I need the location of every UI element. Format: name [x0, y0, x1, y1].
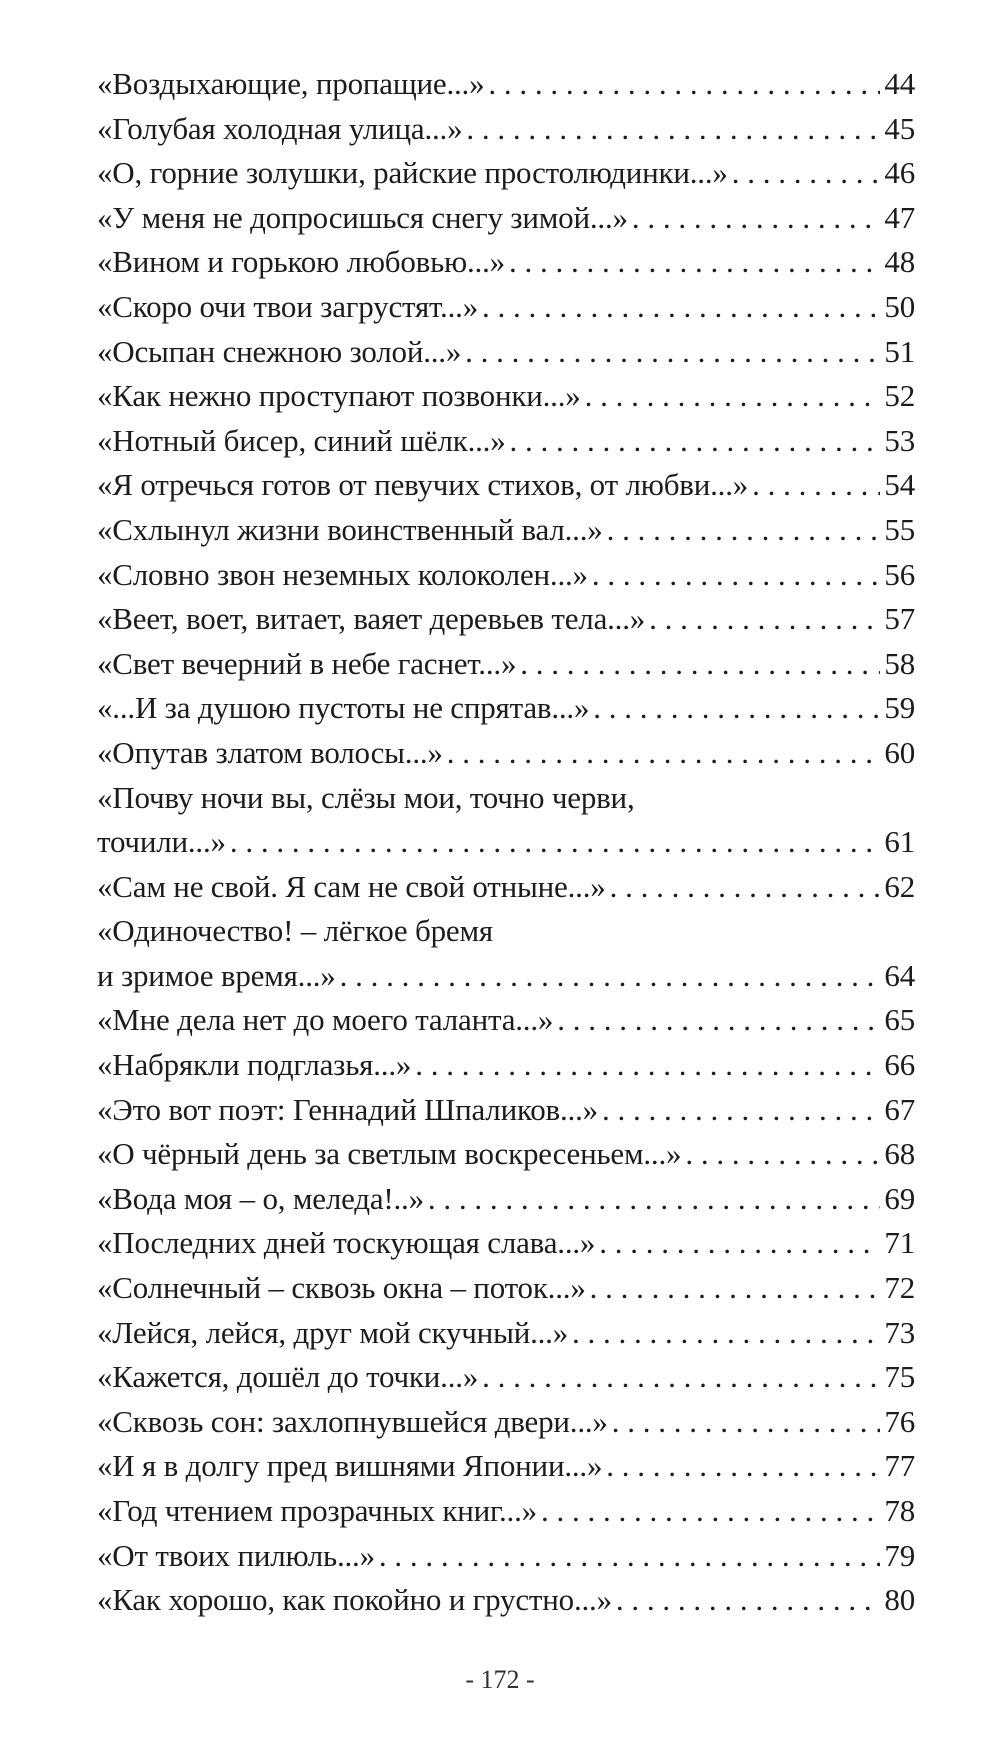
toc-entry-page: 65 — [884, 1002, 915, 1038]
toc-entry — [97, 196, 915, 241]
toc-entry — [97, 865, 915, 910]
toc-entry-title: «Свет вечерний в небе гаснет...» — [97, 645, 517, 681]
toc-entry — [97, 330, 915, 375]
dot-leader — [602, 1088, 880, 1133]
dot-leader — [632, 196, 881, 241]
toc-entry — [97, 508, 915, 553]
table-of-contents — [97, 62, 915, 1623]
toc-entry-page: 46 — [884, 155, 915, 191]
dot-leader — [590, 1266, 881, 1311]
dot-leader — [585, 374, 881, 419]
toc-entry-page: 54 — [884, 467, 915, 503]
toc-entry — [97, 909, 915, 998]
dot-leader — [520, 642, 880, 687]
toc-entry-page: 73 — [884, 1314, 915, 1350]
toc-entry-page: 61 — [884, 824, 915, 860]
toc-entry-title: «Солнечный – сквозь окна – поток...» — [97, 1270, 586, 1306]
toc-entry — [97, 1489, 915, 1534]
toc-entry-title: «Нотный бисер, синий шёлк...» — [97, 422, 506, 458]
toc-entry — [97, 62, 915, 107]
toc-entry — [97, 686, 915, 731]
dot-leader — [685, 1132, 880, 1177]
toc-entry-first-line: «Почву ночи вы, слёзы мои, точно черви, — [97, 779, 635, 815]
toc-entry — [97, 240, 915, 285]
toc-entry — [97, 1221, 915, 1266]
toc-entry-title: «Последних дней тоскующая слава...» — [97, 1225, 596, 1261]
dot-leader — [593, 686, 880, 731]
toc-entry-title: «Я отречься готов от певучих стихов, от любви...» — [97, 467, 749, 503]
toc-entry — [97, 1266, 915, 1311]
toc-entry-page: 44 — [884, 66, 915, 101]
dot-leader — [592, 553, 881, 598]
toc-entry-title: «Схлынул жизни воинственный вал...» — [97, 511, 603, 547]
toc-entry — [97, 1088, 915, 1133]
toc-entry — [97, 1534, 915, 1579]
toc-entry-title: и зримое время...» — [97, 957, 336, 993]
toc-entry-page: 58 — [884, 645, 915, 681]
toc-entry — [97, 1355, 915, 1400]
toc-entry-title: «О чёрный день за светлым воскресеньем...» — [97, 1136, 682, 1172]
dot-leader — [616, 1578, 881, 1623]
toc-entry-page: 68 — [884, 1136, 915, 1172]
toc-entry-title: «Мне дела нет до моего таланта...» — [97, 1002, 554, 1038]
toc-entry-page: 67 — [884, 1091, 915, 1127]
dot-leader — [465, 330, 880, 375]
toc-entry — [97, 151, 915, 196]
dot-leader — [488, 62, 880, 107]
toc-entry — [97, 1311, 915, 1356]
dot-leader — [607, 508, 881, 553]
toc-entry-page: 62 — [884, 868, 915, 904]
toc-entry-title: «Словно звон неземных колоколен...» — [97, 556, 588, 592]
toc-entry-title: «Это вот поэт: Геннадий Шпаликов...» — [97, 1091, 598, 1127]
toc-entry-page: 48 — [884, 244, 915, 280]
toc-entry — [97, 731, 915, 776]
toc-entry — [97, 553, 915, 598]
dot-leader — [510, 419, 881, 464]
dot-leader — [428, 1177, 880, 1222]
toc-entry — [97, 1043, 915, 1088]
dot-leader — [612, 1400, 881, 1445]
toc-entry-title: «Как нежно проступают позвонки...» — [97, 378, 581, 414]
toc-entry-page: 51 — [884, 333, 915, 369]
toc-entry — [97, 642, 915, 687]
dot-leader — [379, 1534, 880, 1579]
toc-entry-page: 79 — [884, 1537, 915, 1573]
toc-entry — [97, 1444, 915, 1489]
toc-entry-page: 71 — [884, 1225, 915, 1261]
dot-leader — [230, 820, 881, 865]
toc-entry-page: 80 — [884, 1582, 915, 1618]
toc-entry-page: 72 — [884, 1270, 915, 1306]
toc-entry-page: 75 — [884, 1359, 915, 1395]
toc-entry — [97, 1578, 915, 1623]
dot-leader — [340, 954, 881, 999]
toc-entry-page: 56 — [884, 556, 915, 592]
toc-entry-title: «Опутав златом волосы...» — [97, 734, 443, 770]
toc-entry-page: 57 — [884, 601, 915, 637]
toc-entry-first-line: «Одиночество! – лёгкое бремя — [97, 913, 493, 949]
toc-entry-page: 60 — [884, 734, 915, 770]
toc-entry — [97, 285, 915, 330]
toc-entry-title: «Осыпан снежною золой...» — [97, 333, 462, 369]
toc-entry-title: «Набрякли подглазья...» — [97, 1047, 412, 1083]
toc-entry-title: «От твоих пилюль...» — [97, 1537, 375, 1573]
dot-leader — [541, 1489, 880, 1534]
dot-leader — [415, 1043, 880, 1088]
toc-entry-page: 47 — [884, 199, 915, 235]
toc-entry-title: «О, горние золушки, райские простолюдинки...» — [97, 155, 728, 191]
toc-entry-title: «Сквозь сон: захлопнувшейся двери...» — [97, 1403, 608, 1439]
toc-entry-page: 55 — [884, 511, 915, 547]
toc-entry — [97, 419, 915, 464]
toc-entry-page: 78 — [884, 1493, 915, 1528]
toc-entry-title: «Лейся, лейся, друг мой скучный...» — [97, 1314, 569, 1350]
toc-entry — [97, 998, 915, 1043]
toc-entry-title: «Веет, воет, витает, ваяет деревьев тела...» — [97, 601, 646, 637]
dot-leader — [610, 865, 881, 910]
toc-entry-page: 77 — [884, 1448, 915, 1484]
toc-entry — [97, 1177, 915, 1222]
dot-leader — [572, 1311, 880, 1356]
toc-entry-page: 45 — [884, 110, 915, 146]
toc-entry-page: 53 — [884, 422, 915, 458]
toc-entry-title: «Год чтением прозрачных книг...» — [97, 1493, 537, 1528]
toc-entry — [97, 597, 915, 642]
toc-entry-title: «Кажется, дошёл до точки...» — [97, 1359, 479, 1395]
toc-entry — [97, 776, 915, 865]
toc-entry — [97, 463, 915, 508]
toc-entry-title: «...И за душою пустоты не спрятав...» — [97, 690, 590, 726]
toc-entry — [97, 1400, 915, 1445]
page-number: - 172 - — [465, 1665, 535, 1694]
toc-entry-page: 64 — [884, 957, 915, 993]
toc-entry-title: «Как хорошо, как покойно и грустно...» — [97, 1582, 612, 1618]
dot-leader — [509, 240, 880, 285]
toc-entry-title: «Скоро очи твои загрустят...» — [97, 288, 478, 324]
toc-entry-title: «Сам не свой. Я сам не свой отныне...» — [97, 868, 606, 904]
toc-entry — [97, 374, 915, 419]
toc-entry-page: 50 — [884, 288, 915, 324]
dot-leader — [482, 1355, 880, 1400]
toc-entry-page: 59 — [884, 690, 915, 726]
dot-leader — [447, 731, 881, 776]
toc-entry-title: точили...» — [97, 824, 226, 860]
dot-leader — [557, 998, 880, 1043]
dot-leader — [599, 1221, 880, 1266]
toc-entry-page: 66 — [884, 1047, 915, 1083]
toc-entry-title: «У меня не допросишься снегу зимой...» — [97, 199, 628, 235]
toc-entry-title: «Голубая холодная улица...» — [97, 110, 463, 146]
dot-leader — [466, 107, 880, 152]
dot-leader — [649, 597, 880, 642]
toc-entry-page: 76 — [884, 1403, 915, 1439]
dot-leader — [606, 1444, 880, 1489]
toc-entry-title: «Вином и горькою любовью...» — [97, 244, 505, 280]
toc-entry-title: «Вода моя – о, меледа!..» — [97, 1180, 424, 1216]
toc-entry-page: 52 — [884, 378, 915, 414]
dot-leader — [482, 285, 880, 330]
toc-entry-title: «Воздыхающие, пропащие...» — [97, 66, 485, 101]
dot-leader — [752, 463, 880, 508]
toc-entry — [97, 107, 915, 152]
toc-entry-title: «И я в долгу пред вишнями Японии...» — [97, 1448, 603, 1484]
toc-entry — [97, 1132, 915, 1177]
dot-leader — [732, 151, 881, 196]
toc-entry-page: 69 — [884, 1180, 915, 1216]
